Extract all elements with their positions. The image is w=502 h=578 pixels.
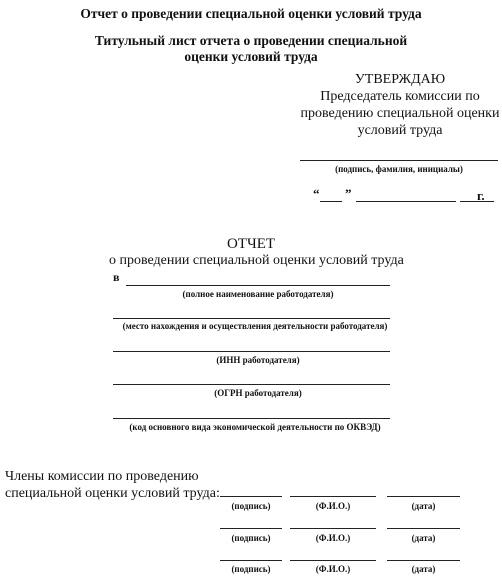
title-page-heading — [0, 33, 502, 65]
approval-signature-line — [300, 160, 498, 161]
report-heading: ОТЧЕТ — [226, 236, 276, 252]
member-signature-line — [220, 560, 282, 561]
report-prefix: в — [113, 270, 120, 284]
date-open-quote: “ — [313, 186, 320, 201]
date-month-line — [356, 201, 456, 202]
member-date-caption: (дата) — [411, 501, 436, 511]
employer-name-line — [126, 285, 390, 286]
location-caption: (место нахождения и осуществления деятельности работодателя) — [122, 321, 388, 331]
title-page-heading-line2: оценки условий труда — [184, 49, 318, 64]
year-suffix: г. — [477, 188, 485, 203]
title-page-heading-line1: Титульный лист отчета о проведении специальной — [94, 33, 408, 48]
approval-line1: Председатель комиссии по — [320, 89, 480, 104]
member-signature-caption: (подпись) — [231, 501, 271, 511]
okved-line — [113, 418, 390, 419]
member-date-caption: (дата) — [411, 533, 436, 543]
approval-signature-caption: (подпись, фамилия, инициалы) — [335, 164, 463, 174]
members-label-line2: специальной оценки условий труда: — [5, 486, 220, 501]
members-label-line1: Члены комиссии по проведению — [5, 469, 199, 484]
location-line — [113, 318, 390, 319]
approval-heading: УТВЕРЖДАЮ — [354, 72, 446, 87]
members-label — [5, 468, 220, 502]
member-name-caption: (Ф.И.О.) — [315, 564, 351, 574]
employer-name-caption: (полное наименование работодателя) — [182, 289, 334, 299]
document-title: Отчет о проведении специальной оценки условий труда — [80, 6, 422, 21]
approval-block — [300, 71, 500, 139]
approval-line2: проведению специальной оценки — [300, 106, 500, 121]
member-date-line — [387, 496, 460, 497]
member-name-line — [290, 560, 376, 561]
member-date-line — [387, 560, 460, 561]
member-date-caption: (дата) — [411, 564, 436, 574]
inn-line — [113, 351, 390, 352]
ogrn-caption: (ОГРН работодателя) — [214, 388, 302, 398]
date-day-line — [320, 201, 342, 202]
okved-caption: (код основного вида экономической деятельности по ОКВЭД) — [129, 422, 381, 432]
member-name-caption: (Ф.И.О.) — [315, 533, 351, 543]
approval-line3: условий труда — [357, 123, 443, 138]
member-name-line — [290, 496, 376, 497]
date-close-quote: ” — [345, 186, 352, 201]
member-signature-caption: (подпись) — [231, 564, 271, 574]
member-name-caption: (Ф.И.О.) — [315, 501, 351, 511]
member-date-line — [387, 528, 460, 529]
member-signature-line — [220, 528, 282, 529]
member-signature-caption: (подпись) — [231, 533, 271, 543]
ogrn-line — [113, 384, 390, 385]
member-name-line — [290, 528, 376, 529]
report-subheading: о проведении специальной оценки условий труда — [109, 253, 404, 268]
inn-caption: (ИНН работодателя) — [216, 355, 300, 365]
member-signature-line — [220, 496, 282, 497]
